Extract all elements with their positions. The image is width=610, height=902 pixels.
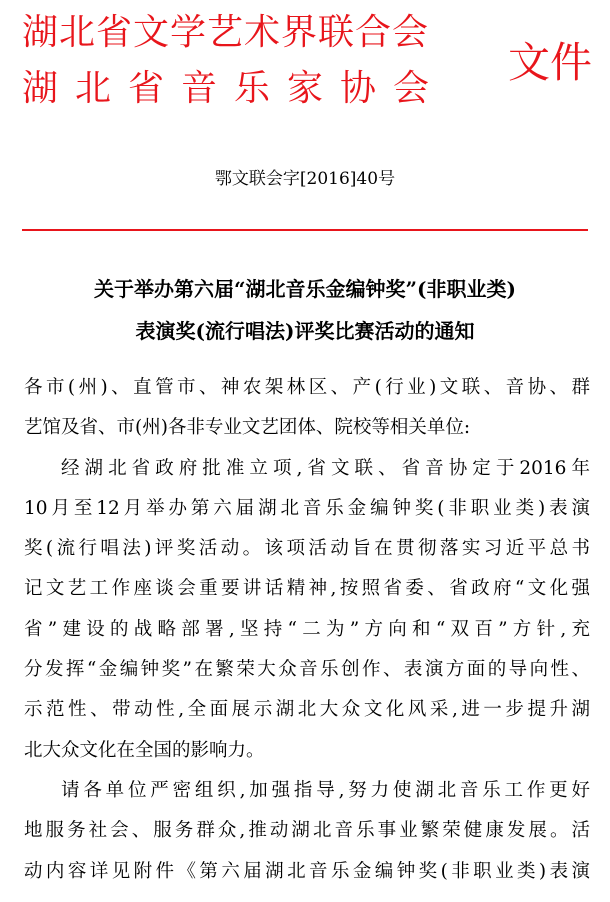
notice-title-line-2: 表演奖(流行唱法)评奖比赛活动的通知 [135, 319, 475, 343]
body-line: 各市(州)、直管市、神农架林区、产(行业)文联、音协、群 [24, 377, 590, 398]
body-line: 省”建设的战略部署,坚持“二为”方向和“双百”方针,充 [24, 618, 590, 640]
document-label: 文件 [508, 38, 593, 87]
body-line: 分发挥“金编钟奖”在繁荣大众音乐创作、表演方面的导向性、 [24, 659, 590, 681]
body-line: 艺馆及省、市(州)各非专业文艺团体、院校等相关单位: [24, 417, 471, 439]
body-line: 动内容详见附件《第六届湖北音乐金编钟奖(非职业类)表演 [24, 860, 590, 882]
issuing-org-federation: 湖北省文学艺术界联合会 [22, 12, 430, 53]
body-line: 经湖北省政府批准立项,省文联、省音协定于2016年 [61, 457, 590, 479]
body-line: 奖(流行唱法)评奖活动。该项活动旨在贯彻落实习近平总书 [24, 538, 590, 560]
body-line: 记文艺工作座谈会重要讲话精神,按照省委、省政府“文化强 [24, 578, 590, 600]
body-line: 示范性、带动性,全面展示湖北大众文化风采,进一步提升湖 [24, 699, 590, 721]
issuing-org-musicians-association: 湖北省音乐家协会 [22, 68, 447, 109]
notice-body [24, 368, 590, 892]
document-number: 鄂文联会字[2016]40号 [214, 169, 396, 189]
red-divider-line [22, 229, 588, 231]
body-line: 10月至12月举办第六届湖北音乐金编钟奖(非职业类)表演 [24, 497, 590, 519]
body-line: 北大众文化在全国的影响力。 [24, 739, 265, 761]
notice-title-line-1: 关于举办第六届“湖北音乐金编钟奖”(非职业类) [94, 277, 516, 301]
body-line: 请各单位严密组织,加强指导,努力使湖北音乐工作更好 [61, 779, 590, 801]
letterhead [22, 4, 602, 114]
body-line: 地服务社会、服务群众,推动湖北音乐事业繁荣健康发展。活 [24, 820, 590, 842]
